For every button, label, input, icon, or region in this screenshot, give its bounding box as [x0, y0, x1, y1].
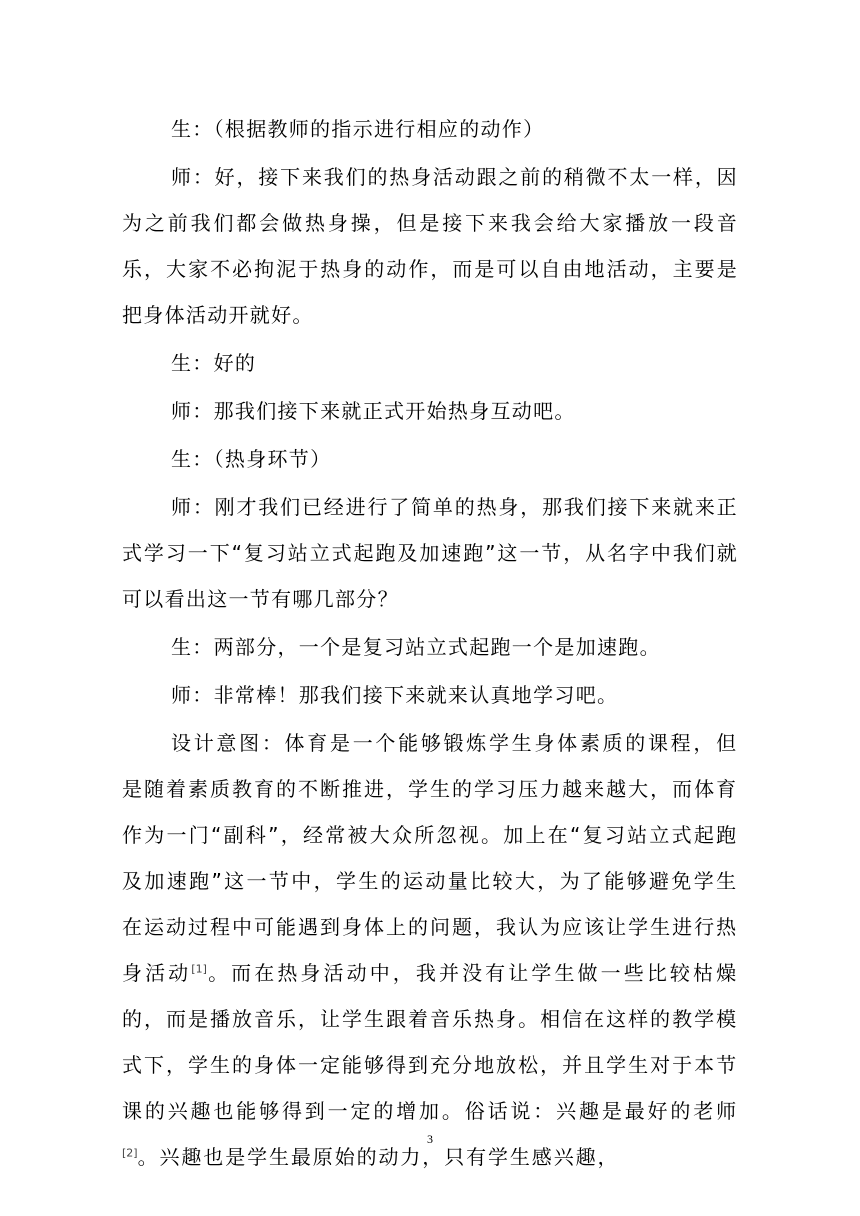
- dialogue-teacher-lesson-intro: 师：刚才我们已经进行了简单的热身，那我们接下来就来正式学习一下“复习站立式起跑及加速跑”这一节，从名字中我们就可以看出这一节有哪几部分？: [122, 495, 738, 611]
- citation-2: [2]: [122, 1146, 138, 1160]
- dialogue-student-warmup: 生：（热身环节）: [171, 447, 332, 471]
- design-intent-text-2: 。而在热身活动中，我并没有让学生做一些比较枯燥的，而是播放音乐，让学生跟着音乐热身。相信在这样的教学模式下，学生的身体一定能够得到充分地放松，并且学生对于本节课的兴趣也能够得到一定的增加。俗话说：兴趣是最好的老师: [122, 961, 738, 1123]
- dialogue-teacher-start: 师：那我们接下来就正式开始热身互动吧。: [171, 399, 576, 423]
- dialogue-teacher-warmup-intro: 师：好，接下来我们的热身活动跟之前的稍微不太一样，因为之前我们都会做热身操，但是接下来我会给大家播放一段音乐，大家不必拘泥于热身的动作，而是可以自由地活动，主要是把身体活动开就好。: [122, 165, 738, 327]
- dialogue-student-ok: 生：好的: [171, 351, 257, 375]
- dialogue-student-action: 生：（根据教师的指示进行相应的动作）: [171, 117, 545, 141]
- citation-1: [1]: [191, 962, 207, 976]
- dialogue-teacher-praise: 师：非常棒！那我们接下来就来认真地学习吧。: [171, 683, 619, 707]
- dialogue-student-two-parts: 生：两部分，一个是复习站立式起跑一个是加速跑。: [171, 635, 661, 659]
- design-intent-text-3: 。兴趣也是学生最原始的动力，只有学生感兴趣，: [137, 1145, 620, 1169]
- design-intent-paragraph: [122, 720, 738, 1180]
- page-number: 3: [427, 1132, 433, 1146]
- body-text: [122, 106, 738, 1180]
- design-intent-text-1: 设计意图：体育是一个能够锻炼学生身体素质的课程，但是随着素质教育的不断推进，学生的学习压力越来越大，而体育作为一门“副科”，经常被大众所忽视。加上在“复习站立式起跑及加速跑”这一节中，学生的运动量比较大，为了能够避免学生在运动过程中可能遇到身体上的问题，我认为应该让学生进行热身活动: [122, 731, 738, 985]
